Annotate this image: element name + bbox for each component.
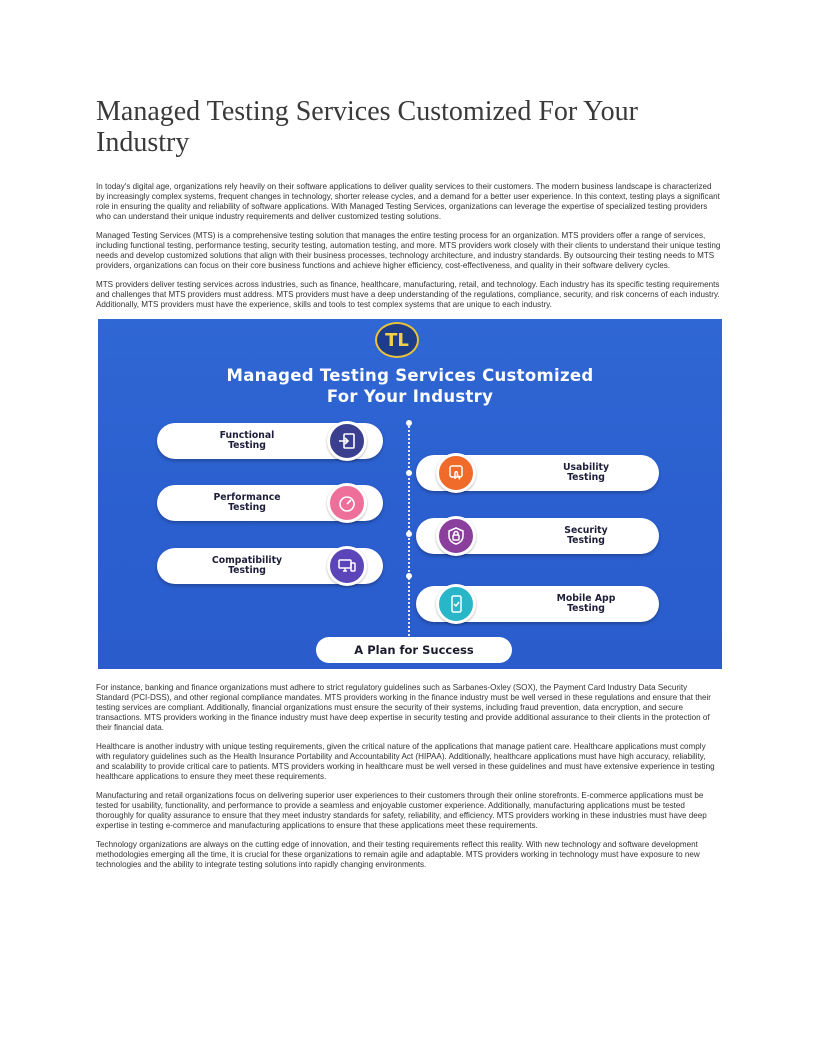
card-label-line-1: Security [564, 525, 608, 536]
infographic-title-line-1: Managed Testing Services Customized [226, 366, 594, 385]
card-label [177, 485, 317, 521]
intro-paragraph-1: In today's digital age, organizations rely heavily on their software applications to deliver quality services to their customers. The modern business landscape is characterized by increasingly complex systems, frequent changes in technology, shorter release cycles, and a demand for a better user experience. In this context, testing plays a significant role in ensuring the quality and reliability of software applications. With Managed Testing Services, organizations can leverage the expertise of specialized testing providers who can understand their unique industry requirements and deliver customized testing solutions. [96, 182, 720, 221]
card-label-line-1: Functional [219, 430, 275, 441]
document-page [96, 96, 721, 879]
card-label [516, 455, 656, 491]
infographic-image [98, 319, 722, 669]
plan-for-success-banner: A Plan for Success [316, 637, 512, 663]
card-label-line-2: Testing [228, 565, 266, 576]
card-security-testing [416, 518, 659, 554]
infographic-title [98, 365, 722, 407]
card-label [177, 423, 317, 459]
body-paragraph-healthcare: Healthcare is another industry with unique testing requirements, given the critical nature of the applications that manage patient care. Healthcare applications must comply with regulatory guidelines such as the Health Insurance Portability and Accountability Act (HIPAA). Additionally, healthcare applications must have high accuracy, reliability, and scalability to provide critical care to patients. MTS providers working in healthcare must be well versed in these guidelines and must have extensive experience in testing healthcare applications to ensure they meet these requirements. [96, 742, 715, 781]
page-title: Managed Testing Services Customized For Your Industry [96, 96, 638, 158]
hand-touch-icon [436, 453, 476, 493]
card-functional-testing [157, 423, 383, 459]
mobile-check-icon [436, 584, 476, 624]
timeline-dot [406, 420, 412, 426]
body-paragraph-finance: For instance, banking and finance organizations must adhere to strict regulatory guidelines such as Sarbanes-Oxley (SOX), the Payment Card Industry Data Security Standard (PCI-DSS), and other regional compliance mandates. MTS providers working in the finance industry must be well versed in these regulations and ensure that their testing services are compliant. Additionally, financial organizations must ensure the security of their systems, including fraud prevention, data encryption, and secure transactions. MTS providers working in the finance industry must have deep expertise in security testing and provide additional assurance to their clients in the protection of their financial data. [96, 683, 711, 732]
card-mobile-app-testing [416, 586, 659, 622]
card-label-line-2: Testing [228, 502, 266, 513]
login-arrow-icon [327, 421, 367, 461]
timeline-dot [406, 531, 412, 537]
timeline-dot [406, 470, 412, 476]
card-label-line-2: Testing [567, 535, 605, 546]
card-label [177, 548, 317, 584]
speedometer-icon [327, 483, 367, 523]
body-paragraph-manufacturing: Manufacturing and retail organizations focus on delivering superior user experiences to their customers through their online storefronts. E-commerce applications must be tested for usability, functionality, and performance to provide a seamless and enjoyable customer experience. Additionally, manufacturing applications must be tested thoroughly for quality assurance to ensure that they meet industry standards for safety, reliability, and efficiency. MTS providers working in these industries must have deep expertise in testing e-commerce and manufacturing applications to ensure that these applications meet these requirements. [96, 791, 707, 830]
body-paragraph-technology: Technology organizations are always on the cutting edge of innovation, and their testing requirements reflect this reality. With new technology and software development methodologies emerging all the time, it is crucial for these organizations to remain agile and adaptable. MTS providers working in technology must have exposure to new technologies and the ability to integrate testing solutions into rapidly changing environments. [96, 840, 700, 869]
card-usability-testing [416, 455, 659, 491]
company-logo: TL [375, 322, 419, 358]
devices-icon [327, 546, 367, 586]
infographic-title-line-2: For Your Industry [326, 387, 494, 406]
shield-lock-icon [436, 516, 476, 556]
card-label [516, 518, 656, 554]
card-label [516, 586, 656, 622]
card-label-line-1: Performance [213, 492, 281, 503]
card-performance-testing [157, 485, 383, 521]
timeline-dot [406, 573, 412, 579]
card-label-line-1: Usability [562, 462, 610, 473]
intro-paragraph-3: MTS providers deliver testing services across industries, such as finance, healthcare, manufacturing, retail, and technology. Each industry has its specific testing requirements and challenges that MTS providers must address. MTS providers must have a deep understanding of the regulations, compliance, security, and risk concerns of each industry. Additionally, MTS providers must have the experience, skills and tools to test complex systems that are unique to each industry. [96, 280, 720, 309]
card-label-line-1: Compatibility [211, 555, 283, 566]
card-label-line-2: Testing [228, 440, 266, 451]
card-label-line-1: Mobile App [556, 593, 616, 604]
card-label-line-2: Testing [567, 603, 605, 614]
intro-paragraph-2: Managed Testing Services (MTS) is a comprehensive testing solution that manages the entire testing process for an organization. MTS providers offer a range of services, including functional testing, performance testing, security testing, automation testing, and more. MTS providers work closely with their clients to understand their unique testing needs and develop customized solutions that align with their business processes, technology architecture, and industry standards. By outsourcing their testing needs to MTS providers, organizations can focus on their core business functions and achieve higher efficiency, cost-effectiveness, and quality in their software delivery cycles. [96, 231, 721, 270]
card-compatibility-testing [157, 548, 383, 584]
card-label-line-2: Testing [567, 472, 605, 483]
